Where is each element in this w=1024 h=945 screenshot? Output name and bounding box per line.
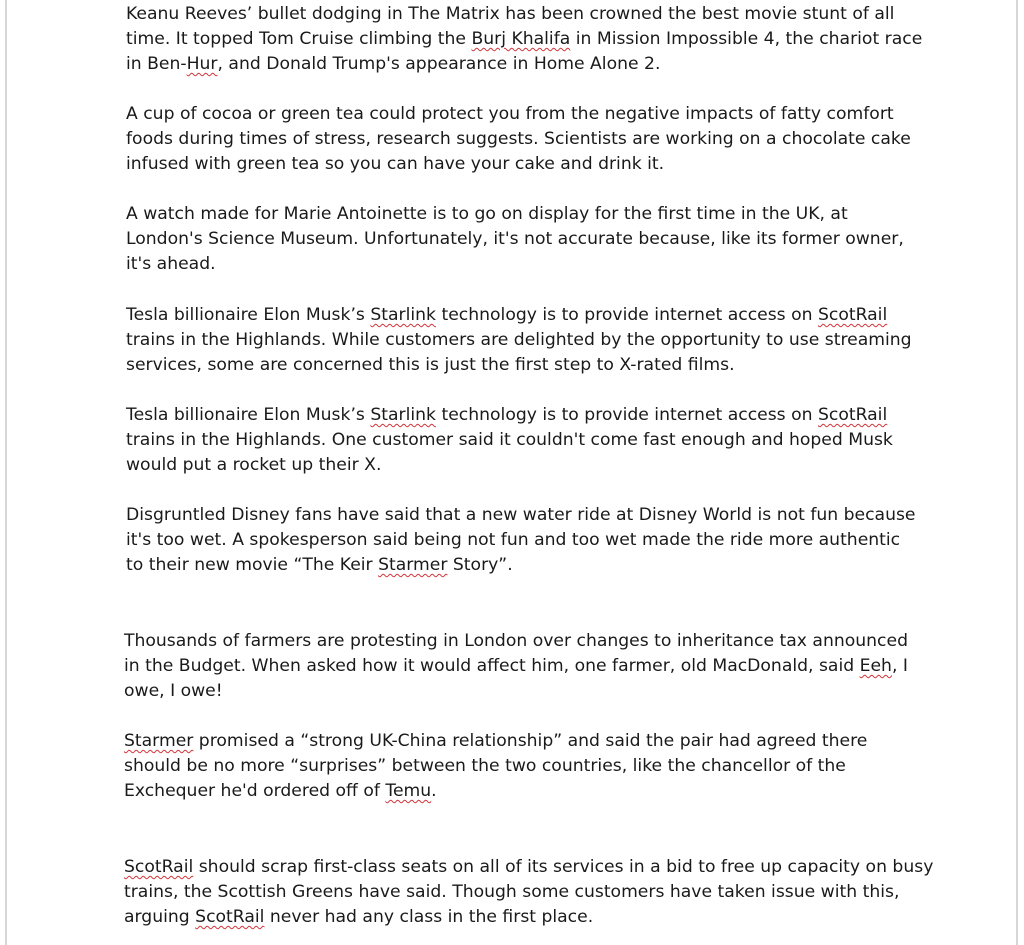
misspelled-word: ScotRail	[817, 405, 888, 425]
misspelled-word: Hur	[186, 54, 218, 74]
text-segment: technology is to provide internet access on	[436, 405, 818, 425]
text-segment: London's Science Museum. Unfortunately, it's not accurate because, like its former owner,	[126, 229, 904, 249]
text-segment: infused with green tea so you can have your cake and drink it.	[126, 154, 665, 174]
text-segment: in Mission Impossible 4, the chariot race	[570, 29, 923, 49]
text-line	[126, 252, 916, 277]
misspelled-word: Temu	[385, 781, 432, 801]
misspelled-word: Eeh	[859, 656, 892, 676]
misspelled-word: ScotRail	[195, 907, 265, 927]
text-segment: in Ben-	[126, 54, 187, 74]
paragraph	[124, 855, 934, 930]
text-segment: trains in the Highlands. One customer said it couldn't come fast enough and hoped Musk	[126, 430, 893, 450]
text-line	[126, 503, 916, 528]
text-segment: Thousands of farmers are protesting in London over changes to inheritance tax announced	[124, 631, 908, 651]
text-segment: , and Donald Trump's appearance in Home Alone 2.	[217, 54, 661, 74]
misspelled-word: Starlink	[370, 405, 437, 425]
paragraph	[124, 629, 914, 704]
text-segment: , I	[891, 656, 908, 676]
text-segment: A watch made for Marie Antoinette is to go on display for the first time in the UK, at	[126, 204, 848, 224]
text-line	[124, 629, 914, 654]
text-line	[126, 553, 916, 578]
text-segment: trains, the Scottish Greens have said. Though some customers have taken issue with this,	[124, 882, 900, 902]
misspelled-word: Starmer	[378, 555, 448, 575]
text-segment: Tesla billionaire Elon Musk’s	[126, 305, 371, 325]
paragraph	[126, 503, 916, 578]
text-segment: Exchequer he'd ordered off of	[124, 781, 386, 801]
text-segment: would put a rocket up their X.	[126, 455, 382, 475]
text-segment: time. It topped Tom Cruise climbing the	[126, 29, 472, 49]
text-segment: foods during times of stress, research suggests. Scientists are working on a chocolate cake	[126, 129, 911, 149]
text-segment: in the Budget. When asked how it would affect him, one farmer, old MacDonald, said	[124, 656, 860, 676]
text-segment: it's too wet. A spokesperson said being not fun and too wet made the ride more authentic	[126, 530, 901, 550]
text-segment: .	[431, 781, 437, 801]
text-segment: Story”.	[447, 555, 513, 575]
text-line	[126, 202, 916, 227]
text-segment: services, some are concerned this is just the first step to X-rated films.	[126, 355, 735, 375]
text-segment: it's ahead.	[126, 254, 216, 274]
text-line	[126, 2, 916, 27]
misspelled-word: Starmer	[124, 731, 194, 751]
paragraph	[124, 729, 914, 804]
text-line	[126, 353, 916, 378]
text-line	[126, 127, 916, 152]
paragraph	[126, 303, 916, 378]
text-segment: A cup of cocoa or green tea could protect you from the negative impacts of fatty comfort	[126, 104, 894, 124]
text-line	[126, 428, 916, 453]
text-line	[126, 27, 923, 52]
text-segment: promised a “strong UK-China relationship” and said the pair had agreed there	[193, 731, 868, 751]
paragraph	[126, 202, 916, 277]
text-segment: arguing	[124, 907, 196, 927]
text-line	[126, 102, 916, 127]
text-segment: Tesla billionaire Elon Musk’s	[126, 405, 371, 425]
text-line	[126, 453, 916, 478]
text-line	[126, 403, 916, 428]
text-segment: should be no more “surprises” between the two countries, like the chancellor of the	[124, 756, 846, 776]
text-segment: should scrap first-class seats on all of its services in a bid to free up capacity on busy	[193, 857, 934, 877]
text-line	[124, 729, 914, 754]
text-segment: never had any class in the first place.	[264, 907, 594, 927]
text-line	[124, 855, 934, 880]
paragraph	[126, 2, 923, 77]
misspelled-word: Starlink	[370, 305, 437, 325]
text-line	[126, 52, 916, 77]
text-line	[124, 754, 914, 779]
paragraph	[126, 102, 916, 177]
text-line	[124, 880, 914, 905]
text-segment: trains in the Highlands. While customers are delighted by the opportunity to use streaming	[126, 330, 912, 350]
text-segment: Keanu Reeves’ bullet dodging in The Matrix has been crowned the best movie stunt of all	[126, 4, 895, 24]
misspelled-word: ScotRail	[817, 305, 888, 325]
text-line	[126, 528, 916, 553]
text-segment: to their new movie “The Keir	[126, 555, 379, 575]
misspelled-word: Burj Khalifa	[471, 29, 571, 49]
text-line	[124, 654, 914, 679]
misspelled-word: ScotRail	[124, 857, 194, 877]
text-line	[126, 227, 916, 252]
text-line	[126, 328, 916, 353]
text-line	[126, 152, 916, 177]
text-line	[124, 905, 914, 930]
text-line	[124, 779, 914, 804]
text-line	[124, 679, 914, 704]
text-segment: Disgruntled Disney fans have said that a new water ride at Disney World is not fun because	[126, 505, 916, 525]
text-segment: owe, I owe!	[124, 681, 223, 701]
text-line	[126, 303, 916, 328]
text-segment: technology is to provide internet access on	[436, 305, 818, 325]
paragraph	[126, 403, 916, 478]
